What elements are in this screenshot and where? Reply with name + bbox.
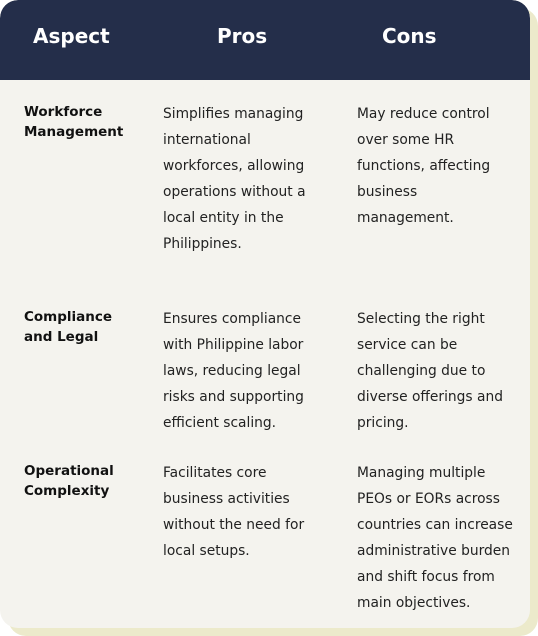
row-aspect-workforce — [24, 102, 149, 142]
cons-line: Managing multiple — [357, 465, 486, 481]
header-cons: Cons — [382, 24, 437, 48]
pros-line: efficient scaling. — [163, 415, 277, 431]
aspect-line: and Legal — [24, 329, 99, 345]
aspect-line: Workforce — [24, 104, 103, 120]
row-aspect-compliance — [24, 307, 149, 347]
pros-line: local entity in the — [163, 210, 284, 226]
cons-line: administrative burden — [357, 543, 510, 559]
cons-line: service can be — [357, 337, 458, 353]
pros-line: Philippines. — [163, 236, 242, 252]
row-pros-operational — [163, 460, 328, 564]
row-cons-operational — [357, 460, 522, 616]
cons-line: diverse offerings and — [357, 389, 503, 405]
aspect-line: Compliance — [24, 309, 113, 325]
row-cons-workforce — [357, 101, 522, 231]
cons-line: challenging due to — [357, 363, 486, 379]
cons-line: management. — [357, 210, 454, 226]
cons-line: Selecting the right — [357, 311, 485, 327]
table-header — [0, 0, 530, 80]
aspect-line: Management — [24, 124, 124, 140]
pros-line: local setups. — [163, 543, 250, 559]
cons-line: functions, affecting — [357, 158, 491, 174]
pros-line: international — [163, 132, 251, 148]
cons-line: PEOs or EORs across — [357, 491, 500, 507]
cons-line: main objectives. — [357, 595, 471, 611]
cons-line: May reduce control — [357, 106, 490, 122]
pros-line: risks and supporting — [163, 389, 304, 405]
pros-line: laws, reducing legal — [163, 363, 301, 379]
header-aspect: Aspect — [33, 24, 110, 48]
pros-line: with Philippine labor — [163, 337, 304, 353]
row-cons-compliance — [357, 306, 522, 436]
aspect-line: Operational — [24, 463, 114, 479]
cons-line: over some HR — [357, 132, 455, 148]
row-aspect-operational — [24, 461, 149, 501]
pros-line: Ensures compliance — [163, 311, 301, 327]
cons-line: business — [357, 184, 418, 200]
row-pros-compliance — [163, 306, 328, 436]
pros-line: workforces, allowing — [163, 158, 305, 174]
pros-line: without the need for — [163, 517, 305, 533]
row-pros-workforce — [163, 101, 328, 257]
pros-line: Facilitates core — [163, 465, 267, 481]
cons-line: pricing. — [357, 415, 409, 431]
cons-line: and shift focus from — [357, 569, 495, 585]
pros-line: business activities — [163, 491, 290, 507]
pros-line: operations without a — [163, 184, 306, 200]
pros-line: Simplifies managing — [163, 106, 304, 122]
aspect-line: Complexity — [24, 483, 110, 499]
header-pros: Pros — [217, 24, 268, 48]
cons-line: countries can increase — [357, 517, 513, 533]
